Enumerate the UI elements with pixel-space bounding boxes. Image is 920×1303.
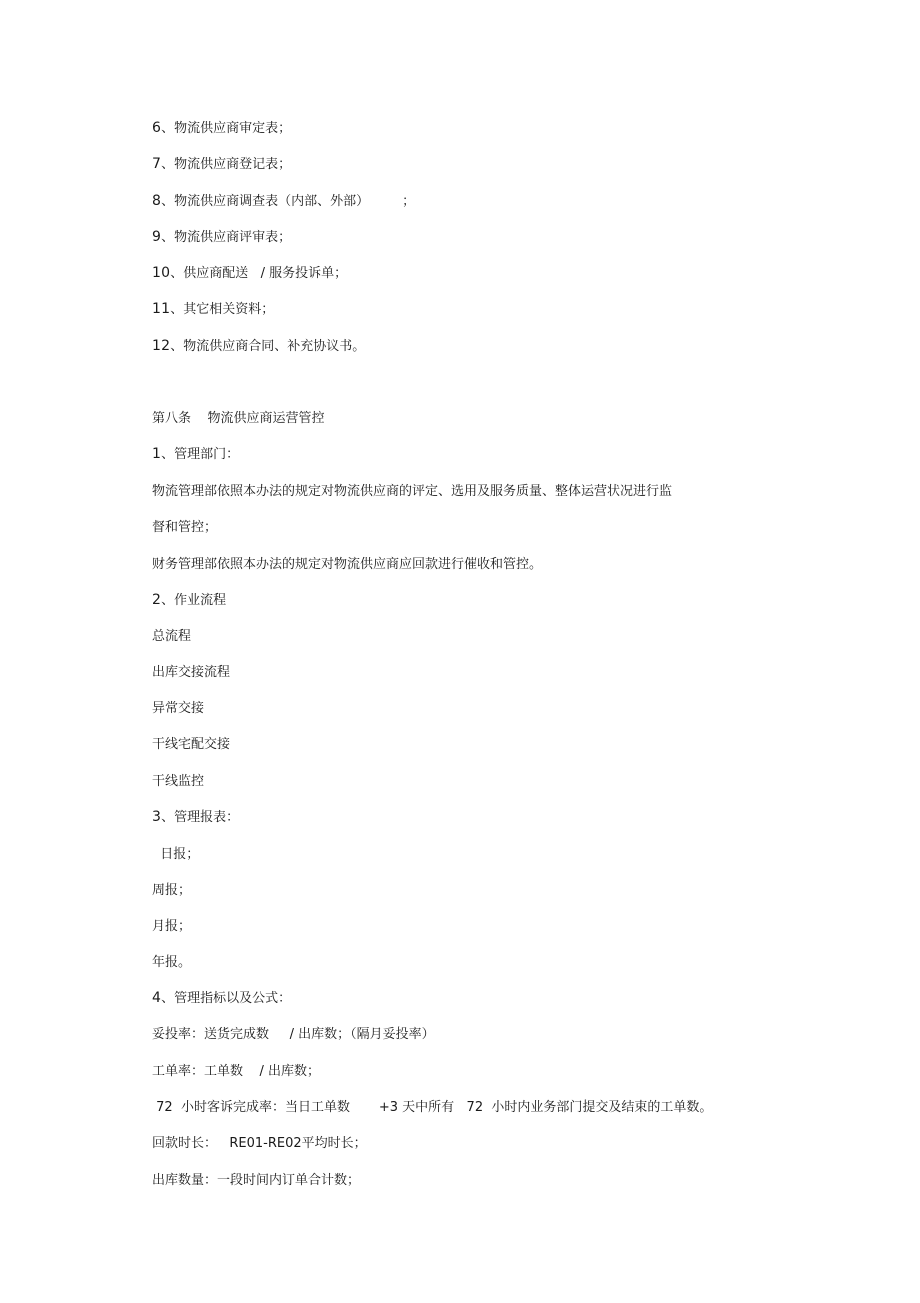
formula-line	[152, 1134, 367, 1153]
item-text: 工单率：工单数 / 出库数；	[152, 1064, 321, 1079]
list-item	[152, 264, 347, 283]
section-heading	[152, 409, 325, 428]
item-number: 1	[152, 446, 162, 462]
item-number: 7	[152, 156, 162, 172]
formula-line	[152, 1171, 360, 1190]
item-text: 回款时长： RE01-RE02平均时长；	[152, 1136, 367, 1151]
subsection-heading	[152, 989, 291, 1008]
list-item	[152, 119, 291, 138]
formula-line	[152, 1098, 712, 1117]
item-number: 8	[152, 193, 162, 209]
item-text: 日报；	[152, 847, 200, 862]
item-number: 10	[152, 265, 171, 281]
item-text: 72 小时客诉完成率：当日工单数 +3 天中所有 72 小时内业务部门提交及结束的工单数。	[152, 1100, 713, 1115]
item-text: 异常交接	[152, 701, 205, 716]
item-number: 11	[152, 301, 171, 317]
paragraph-line	[152, 482, 672, 501]
list-item	[152, 337, 365, 356]
item-text: 干线监控	[152, 774, 205, 789]
paragraph-line	[152, 555, 542, 574]
item-text: 周报；	[152, 883, 192, 898]
list-item	[152, 192, 415, 211]
list-item	[152, 663, 230, 682]
item-text: 督和管控；	[152, 520, 218, 535]
paragraph-line	[152, 518, 217, 537]
subsection-heading	[152, 445, 239, 464]
item-text: 、作业流程	[161, 593, 227, 608]
list-item	[152, 845, 199, 864]
formula-line	[152, 1025, 435, 1044]
item-number: 3	[152, 809, 162, 825]
list-item	[152, 300, 274, 319]
item-text: 、其它相关资料；	[170, 302, 275, 317]
list-item	[152, 627, 191, 646]
item-text: 、供应商配送 / 服务投诉单；	[170, 266, 348, 281]
item-text: 、物流供应商调查表（内部、外部） ；	[161, 194, 416, 209]
list-item	[152, 881, 191, 900]
item-number: 12	[152, 338, 171, 354]
item-text: 物流管理部依照本办法的规定对物流供应商的评定、选用及服务质量、整体运营状况进行监	[152, 484, 673, 499]
item-text: 、物流供应商审定表；	[161, 121, 292, 136]
item-text: 出库数量：一段时间内订单合计数；	[152, 1173, 361, 1188]
item-text: 、管理报表：	[161, 810, 240, 825]
list-item	[152, 772, 204, 791]
list-item	[152, 155, 291, 174]
item-text: 年报。	[152, 955, 192, 970]
item-number: 6	[152, 120, 162, 136]
list-item	[152, 917, 191, 936]
item-text: 干线宅配交接	[152, 737, 231, 752]
subsection-heading	[152, 808, 239, 827]
list-item	[152, 735, 230, 754]
item-text: 、物流供应商合同、补充协议书。	[170, 339, 366, 354]
item-number: 2	[152, 592, 162, 608]
item-text: 妥投率：送货完成数 / 出库数；（隔月妥投率）	[152, 1027, 435, 1042]
item-number: 4	[152, 990, 162, 1006]
item-text: 财务管理部依照本办法的规定对物流供应商应回款进行催收和管控。	[152, 557, 543, 572]
subsection-heading	[152, 591, 226, 610]
item-text: 出库交接流程	[152, 665, 231, 680]
item-text: 、物流供应商评审表；	[161, 230, 292, 245]
item-text: 月报；	[152, 919, 192, 934]
list-item	[152, 953, 191, 972]
item-text: 、物流供应商登记表；	[161, 157, 292, 172]
item-text: 、管理部门：	[161, 447, 240, 462]
item-number: 9	[152, 229, 162, 245]
item-text: 第八条 物流供应商运营管控	[152, 411, 325, 426]
list-item	[152, 228, 291, 247]
formula-line	[152, 1062, 320, 1081]
item-text: 总流程	[152, 629, 192, 644]
list-item	[152, 699, 204, 718]
item-text: 、管理指标以及公式：	[161, 991, 292, 1006]
